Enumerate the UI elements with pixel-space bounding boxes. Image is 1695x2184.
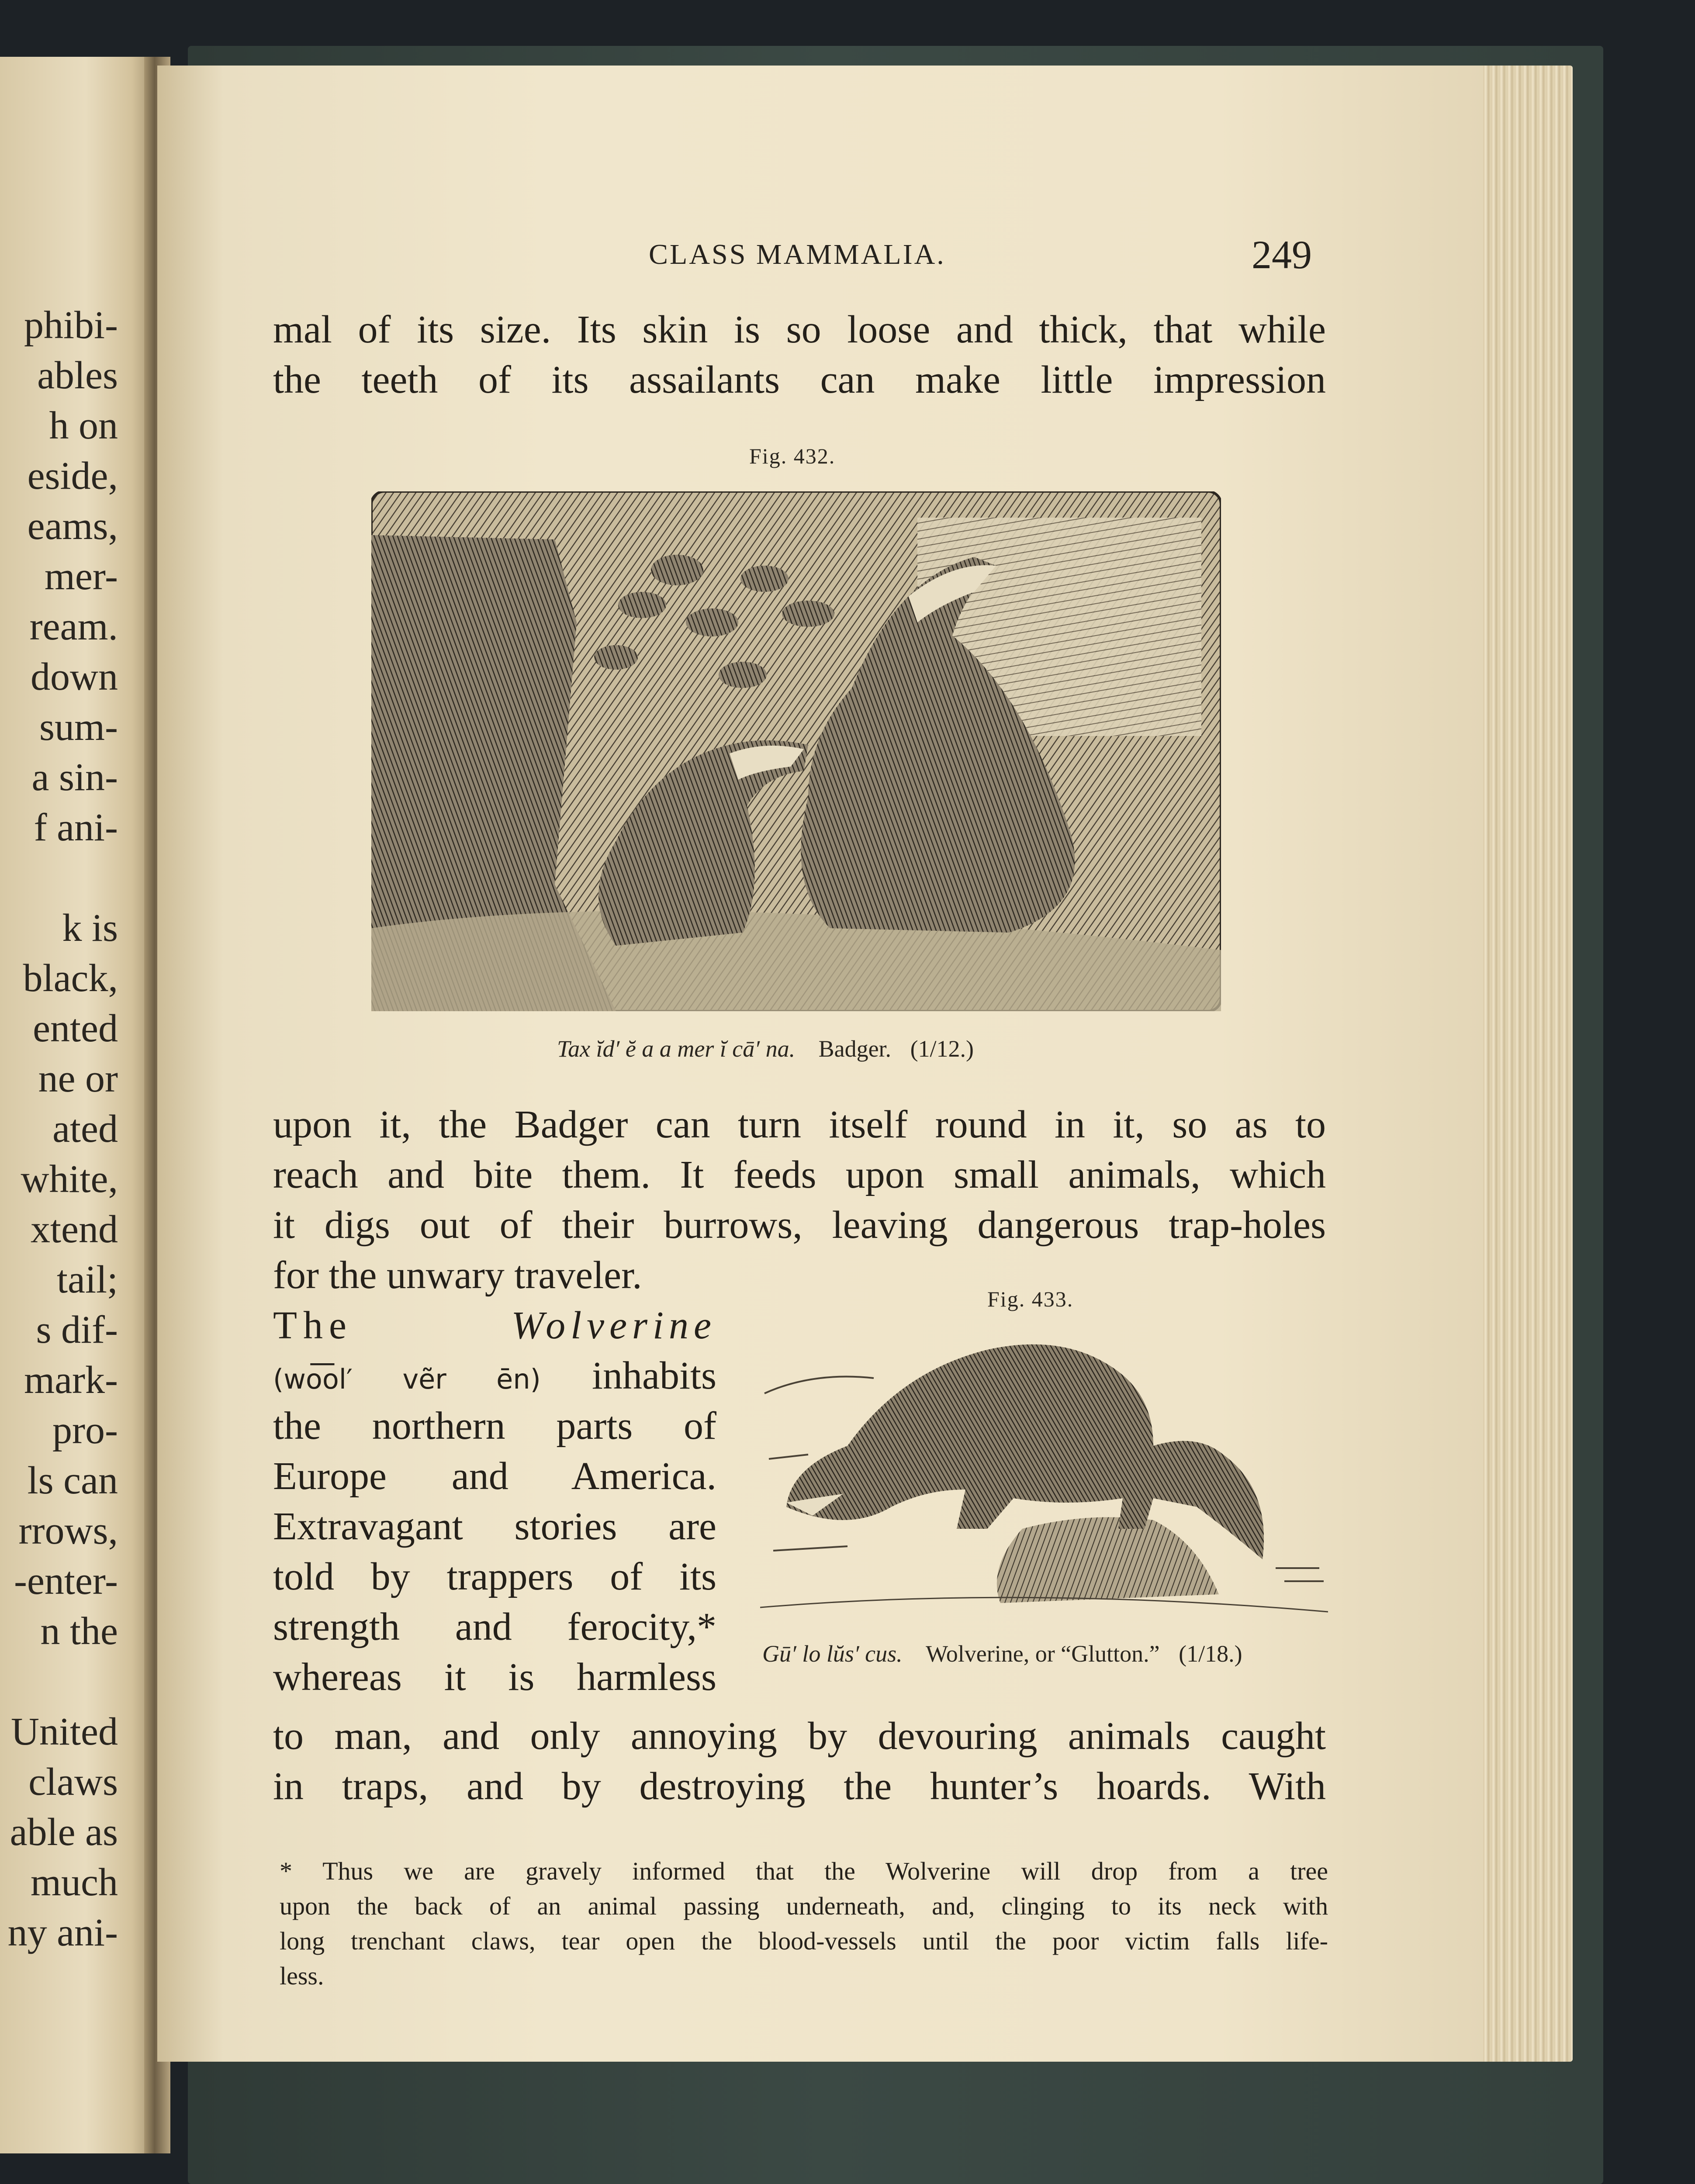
left-page-line: eside, — [27, 454, 118, 498]
left-page-line: United — [11, 1710, 118, 1753]
left-page-line: f ani- — [34, 806, 118, 849]
left-page-line: able as — [10, 1811, 118, 1854]
left-page-line: -enter- — [14, 1559, 118, 1603]
left-page-line: eams, — [27, 505, 118, 548]
left-page-text — [0, 0, 122, 2184]
body-line: strength and ferocity,* — [273, 1605, 716, 1648]
left-page-line: tail; — [57, 1258, 118, 1301]
wolverine-common-name: Wolverine, or “Glutton.” — [926, 1641, 1160, 1667]
body-line: told by trappers of its — [273, 1555, 716, 1598]
left-page-line: phibi- — [24, 304, 118, 347]
page-number: 249 — [1252, 232, 1312, 277]
body-line: it digs out of their burrows, leaving dangerous trap-holes — [273, 1203, 1326, 1247]
body-line: Europe and America. — [273, 1455, 716, 1498]
the-word: The — [273, 1304, 353, 1347]
wolverine-term: Wolverine — [511, 1304, 716, 1347]
wolverine-scale: (1/18.) — [1179, 1641, 1242, 1667]
body-line: mal of its size. Its skin is so loose and thick, that while — [273, 308, 1326, 351]
wolverine-latin-name: Gū′ lo lŭs′ cus. — [762, 1641, 903, 1667]
left-page-line: pro- — [52, 1409, 118, 1452]
footnote-line: * Thus we are gravely informed that the Wolverine will drop from a tree — [280, 1857, 1328, 1885]
body-line: whereas it is harmless — [273, 1655, 716, 1699]
badger-common-name: Badger. — [818, 1036, 892, 1062]
badger-scale: (1/12.) — [910, 1036, 974, 1062]
left-page-line: ented — [33, 1007, 118, 1050]
left-page-line: ables — [37, 354, 118, 397]
left-page-line: ream. — [29, 605, 118, 648]
badger-engraving — [371, 491, 1221, 1011]
left-page-line: s dif- — [36, 1308, 118, 1351]
body-line: for the unwary traveler. — [273, 1254, 642, 1297]
body-line: to man, and only annoying by devouring animals caught — [273, 1714, 1326, 1758]
left-page-line: a sin- — [31, 756, 118, 799]
left-page-line: claws — [28, 1760, 118, 1804]
left-page-line: down — [31, 655, 118, 698]
figure-433-caption — [762, 1640, 1242, 1667]
body-line: Extravagant stories are — [273, 1505, 716, 1548]
left-page-line: black, — [23, 957, 118, 1000]
wolverine-engraving — [760, 1324, 1328, 1629]
footnote-line: long trenchant claws, tear open the blood-vessels until the poor victim falls life- — [280, 1927, 1328, 1955]
left-page-line: white, — [21, 1158, 118, 1201]
footnote-line: upon the back of an animal passing underneath, and, clinging to its neck with — [280, 1892, 1328, 1920]
running-head: CLASS MAMMALIA. — [649, 238, 946, 270]
left-page-line: rrows, — [18, 1509, 118, 1552]
wolverine-pronunciation: (wo͞ol′ vẽr ēn) — [273, 1363, 541, 1395]
left-page-line: ated — [52, 1107, 118, 1151]
figure-432-label: Fig. 432. — [749, 444, 836, 468]
body-line: in traps, and by destroying the hunter’s hoards. With — [273, 1765, 1326, 1808]
body-line: the teeth of its assailants can make little impression — [273, 358, 1326, 401]
left-page-line: xtend — [31, 1208, 118, 1251]
body-line: reach and bite them. It feeds upon small animals, which — [273, 1153, 1326, 1196]
left-page-line: sum- — [39, 705, 118, 749]
left-page-line: much — [31, 1861, 118, 1904]
left-page-line: mark- — [24, 1358, 118, 1402]
wolverine-heading-line — [273, 1306, 716, 1345]
badger-latin-name: Tax ĭd′ ĕ a a mer ĭ cā′ na. — [557, 1036, 796, 1062]
left-page-line: n the — [40, 1610, 118, 1653]
left-page-line: mer- — [44, 555, 118, 598]
page-edges — [1483, 66, 1573, 2062]
left-page-line: ne or — [38, 1057, 118, 1100]
body-line: the northern parts of — [273, 1404, 716, 1448]
footnote-line: less. — [280, 1962, 324, 1990]
body-line: upon it, the Badger can turn itself round in it, so as to — [273, 1103, 1326, 1146]
left-page-line: h on — [49, 404, 118, 447]
figure-432-caption — [557, 1035, 974, 1062]
left-page-line: ls can — [27, 1459, 118, 1502]
figure-433-label: Fig. 433. — [987, 1287, 1074, 1311]
left-page-line: k is — [62, 906, 118, 950]
inhabits-word: inhabits — [592, 1354, 716, 1397]
left-page-line: ny ani- — [7, 1911, 118, 1954]
pronunciation-line — [273, 1356, 716, 1396]
